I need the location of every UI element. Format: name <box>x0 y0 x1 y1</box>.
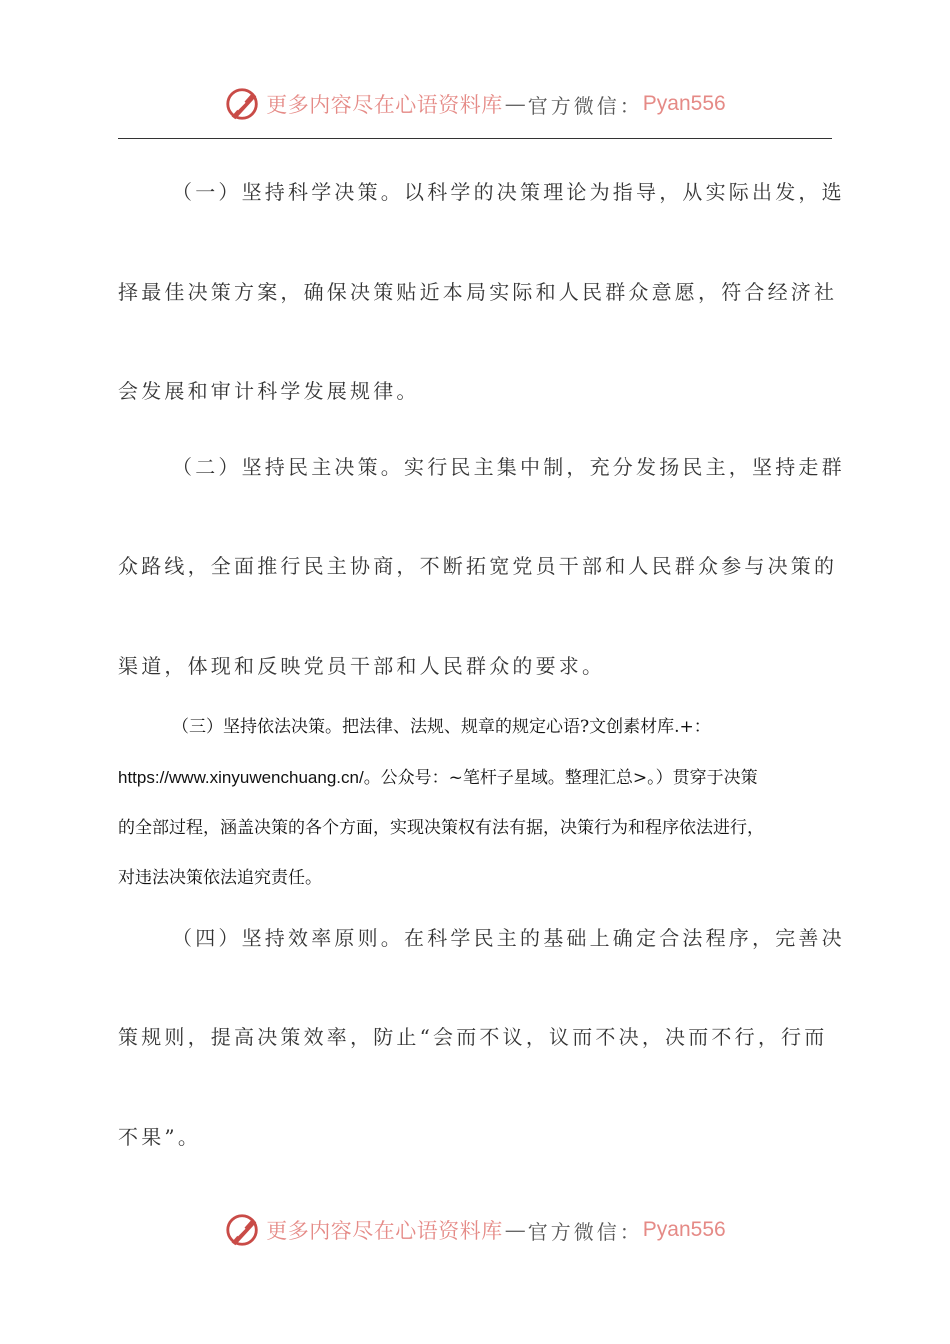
header-wechat-label: 官方微信： <box>527 93 643 118</box>
p4-line-1: （四）坚持效率原则。在科学民主的基础上确定合法程序，完善决 <box>172 926 845 950</box>
header-site-name: 更多内容尽在心语资料库 <box>266 93 503 117</box>
p4-line-2: 策规则，提高决策效率，防止“会而不议，议而不决，决而不行，行而 <box>118 1025 828 1049</box>
p2-line-1: （二）坚持民主决策。实行民主集中制，充分发扬民主，坚持走群 <box>172 455 845 479</box>
p2-line-3: 渠道，体现和反映党员干部和人民群众的要求。 <box>118 654 606 678</box>
p3-url-text: https://www.xinyuwenchuang.cn/ <box>118 768 364 787</box>
p4-line-3: 不果”。 <box>118 1125 202 1149</box>
footer-dash: — <box>504 1218 526 1242</box>
footer-banner <box>0 1208 950 1252</box>
p1-line-3: 会发展和审计科学发展规律。 <box>118 379 420 403</box>
header-wechat-id: Pyan556 <box>642 92 726 115</box>
footer-wechat-id: Pyan556 <box>642 1218 726 1241</box>
header-banner <box>0 82 950 126</box>
pen-logo-icon <box>224 85 262 123</box>
p3-line-2-rest: 。公众号：~笔杆子星域。整理汇总>。）贯穿于决策 <box>363 768 758 788</box>
p3-line-1: （三）坚持依法决策。把法律、法规、规章的规定心语?文创素材库.+： <box>172 717 711 737</box>
p1-line-2: 择最佳决策方案，确保决策贴近本局实际和人民群众意愿，符合经济社 <box>118 280 838 304</box>
p3-line-2 <box>118 763 832 788</box>
pen-logo-icon <box>224 1211 262 1249</box>
footer-site-name: 更多内容尽在心语资料库 <box>266 1219 503 1243</box>
p3-line-4: 对违法决策依法追究责任。 <box>118 868 322 888</box>
footer-wechat-label: 官方微信： <box>527 1219 643 1244</box>
header-divider <box>118 138 832 139</box>
header-dash: — <box>504 92 526 116</box>
p2-line-2: 众路线，全面推行民主协商，不断拓宽党员干部和人民群众参与决策的 <box>118 554 838 578</box>
p1-line-1: （一）坚持科学决策。以科学的决策理论为指导，从实际出发，选 <box>172 180 845 204</box>
p3-line-3: 的全部过程，涵盖决策的各个方面，实现决策权有法有据，决策行为和程序依法进行， <box>118 818 764 838</box>
